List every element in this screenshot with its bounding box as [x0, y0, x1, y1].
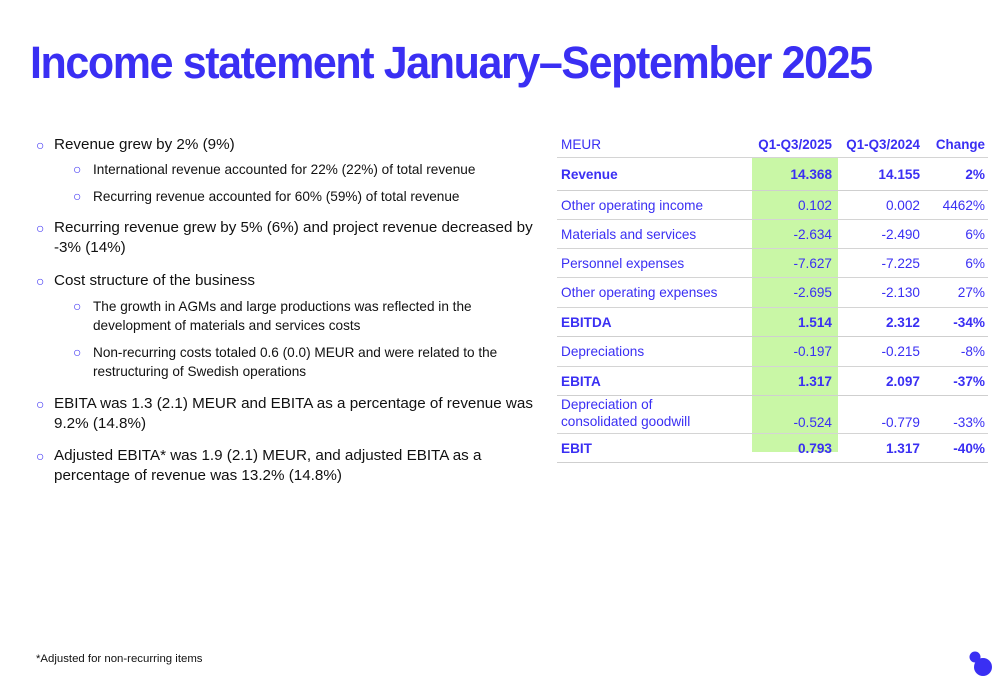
- circle-bullet-icon: ○: [36, 220, 45, 236]
- table-row: [557, 220, 988, 249]
- bullet-item: [36, 218, 551, 258]
- cell-2025: 0.102: [797, 197, 832, 213]
- row-label: Other operating income: [561, 197, 704, 213]
- table-row: [557, 278, 988, 308]
- cell-2025: -2.695: [793, 285, 832, 300]
- bullet-text: Recurring revenue grew by 5% (6%) and project revenue decreased by -3% (14%): [54, 219, 533, 256]
- cell-2024: 2.097: [885, 373, 920, 389]
- cell-2024: 1.317: [885, 440, 920, 456]
- sub-bullet-text: Non-recurring costs totaled 0.6 (0.0) MEUR and were related to the restructuring of Swedish operations: [93, 345, 498, 379]
- cell-2024: 2.312: [885, 314, 920, 330]
- bullet-text: Cost structure of the business: [54, 272, 255, 289]
- sub-bullet-text: Recurring revenue accounted for 60% (59%) of total revenue: [93, 189, 460, 204]
- circle-bullet-icon: ○: [36, 396, 45, 412]
- bullet-item: [36, 446, 551, 486]
- row-label: Personnel expenses: [561, 255, 685, 271]
- footnote: *Adjusted for non-recurring items: [36, 653, 203, 665]
- table-row: [557, 249, 988, 278]
- bullet-text: Revenue grew by 2% (9%): [54, 136, 235, 153]
- row-label: EBITDA: [561, 314, 612, 330]
- cell-2025: 0.793: [797, 440, 832, 456]
- row-label: EBIT: [561, 440, 592, 456]
- cell-change: 4462%: [942, 197, 985, 213]
- circle-bullet-icon: ○: [73, 161, 82, 177]
- cell-2025: -7.627: [793, 255, 832, 271]
- cell-change: -33%: [953, 415, 985, 430]
- cell-2025: -0.524: [793, 415, 832, 430]
- bullet-item: [36, 135, 551, 206]
- cell-2025: -0.197: [793, 344, 832, 359]
- table-row: [557, 308, 988, 337]
- circle-bullet-icon: ○: [73, 188, 82, 204]
- cell-change: -37%: [953, 373, 985, 389]
- circle-bullet-icon: ○: [36, 137, 45, 153]
- table-row: [557, 158, 988, 191]
- income-statement-table: [557, 131, 988, 463]
- bullet-item: [36, 271, 551, 381]
- table-row: [557, 396, 988, 434]
- bullet-list: [36, 135, 551, 486]
- circle-bullet-icon: ○: [73, 344, 82, 360]
- cell-change: -34%: [953, 314, 985, 330]
- column-header: Q1-Q3/2024: [846, 136, 920, 152]
- row-label: Revenue: [561, 166, 618, 182]
- cell-2025: 14.368: [790, 166, 832, 182]
- cell-2024: -0.779: [881, 415, 920, 430]
- cell-2025: -2.634: [793, 226, 832, 242]
- cell-2024: -2.490: [881, 226, 920, 242]
- sub-bullet-text: The growth in AGMs and large productions was reflected in the development of materials and services costs: [93, 299, 472, 333]
- cell-2024: -7.225: [881, 255, 920, 271]
- cell-change: 6%: [965, 255, 985, 271]
- table-row: [557, 191, 988, 220]
- page-title: Income statement January–September 2025: [30, 38, 872, 89]
- table-row: [557, 337, 988, 367]
- bullet-item: [36, 394, 551, 434]
- table-row: [557, 367, 988, 396]
- table-header-row: [557, 131, 988, 158]
- cell-change: 6%: [965, 226, 985, 242]
- column-header: MEUR: [561, 136, 602, 152]
- circle-bullet-icon: ○: [73, 298, 82, 314]
- table-row: [557, 434, 988, 463]
- cell-change: 27%: [957, 285, 985, 300]
- row-label: Depreciations: [561, 344, 645, 359]
- bullet-text: Adjusted EBITA* was 1.9 (2.1) MEUR, and adjusted EBITA as a percentage of revenue was 13.2% (14.8%): [54, 447, 482, 484]
- column-header: Change: [935, 136, 985, 152]
- row-label: Depreciation of consolidated goodwill: [561, 397, 691, 429]
- circle-bullet-icon: ○: [36, 448, 45, 464]
- cell-2024: -2.130: [881, 285, 920, 300]
- cell-2025: 1.317: [797, 373, 832, 389]
- cell-change: -40%: [953, 440, 985, 456]
- bullet-text: EBITA was 1.3 (2.1) MEUR and EBITA as a percentage of revenue was 9.2% (14.8%): [54, 395, 533, 432]
- row-label: EBITA: [561, 373, 601, 389]
- row-label: Other operating expenses: [561, 285, 718, 300]
- cell-change: -8%: [960, 344, 985, 359]
- cell-2024: 0.002: [885, 197, 920, 213]
- cell-2025: 1.514: [797, 314, 832, 330]
- row-label: Materials and services: [561, 226, 697, 242]
- brand-logo: [968, 650, 994, 678]
- circle-bullet-icon: ○: [36, 273, 45, 289]
- cell-2024: 14.155: [878, 166, 920, 182]
- sub-bullet-text: International revenue accounted for 22% (22%) of total revenue: [93, 162, 476, 177]
- column-header: Q1-Q3/2025: [758, 136, 832, 152]
- cell-2024: -0.215: [881, 344, 920, 359]
- cell-change: 2%: [965, 166, 985, 182]
